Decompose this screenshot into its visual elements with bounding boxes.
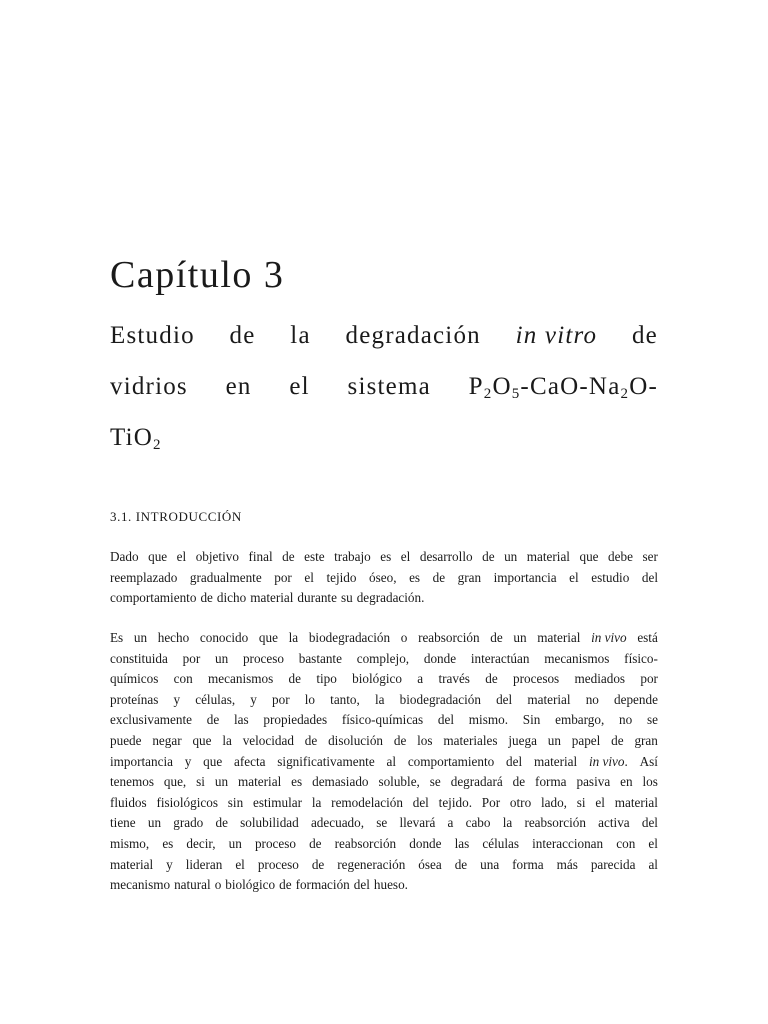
paragraph-line: fluidos fisiológicos sin estimular la remodelación del tejido. Por otro lado, si el material [110, 794, 658, 810]
paragraph-line: puede negar que la velocidad de disolución de los materiales juega un papel de gran [110, 732, 658, 748]
chapter-title-line-3 [110, 418, 658, 469]
paragraph-line: reemplazado gradualmente por el tejido óseo, es de gran importancia el estudio del [110, 569, 658, 585]
chapter-title [110, 316, 658, 469]
paragraph-line: material y lideran el proceso de regeneración ósea de una forma más parecida al [110, 856, 658, 872]
paragraph-line: exclusivamente de las propiedades físico-químicas del mismo. Sin embargo, no se [110, 712, 658, 728]
chemical-formula: $P_2O_5-CaO-Na_2O-$ [468, 373, 658, 402]
paragraph-line: Es un hecho conocido que la biodegradación o reabsorción de un material in vivo está [110, 630, 658, 645]
paragraph-line: químicos con mecanismos de tipo biológico a través de procesos mediados por [110, 671, 658, 687]
chemical-formula: TiO$_2$ [110, 424, 162, 453]
chapter-title-line-1: Estudio de la degradación in vitro de [110, 322, 658, 349]
paragraph [110, 547, 658, 609]
chapter-title-line-2: vidrios en el sistema $P_2O_5-CaO-Na_2O-$ [110, 367, 658, 418]
paragraph-line: proteínas y células, y por lo tanto, la biodegradación del material no depende [110, 691, 658, 707]
paragraph-line: mecanismo natural o biológico de formación del hueso. [110, 877, 408, 893]
section-heading: 3.1. INTRODUCCIÓN [110, 509, 242, 524]
paragraph-line: tenemos que, si un material es demasiado soluble, se degradará de forma pasiva en los [110, 774, 658, 790]
paragraph [110, 628, 658, 896]
paragraph-line: comportamiento de dicho material durante su degradación. [110, 590, 425, 606]
paragraph-line: mismo, es decir, un proceso de reabsorción donde las células interaccionan con el [110, 835, 658, 851]
paragraph-line: importancia y que afecta significativamente al comportamiento del material in vivo. Así [110, 753, 658, 769]
paragraph-line: tiene un grado de solubilidad adecuado, se llevará a cabo la reabsorción activa del [110, 815, 658, 831]
paragraph-line: constituida por un proceso bastante complejo, donde interactúan mecanismos físico- [110, 650, 658, 666]
paragraph-line: Dado que el objetivo final de este trabajo es el desarrollo de un material que debe ser [110, 549, 658, 564]
chapter-label: Capítulo 3 [110, 254, 285, 296]
